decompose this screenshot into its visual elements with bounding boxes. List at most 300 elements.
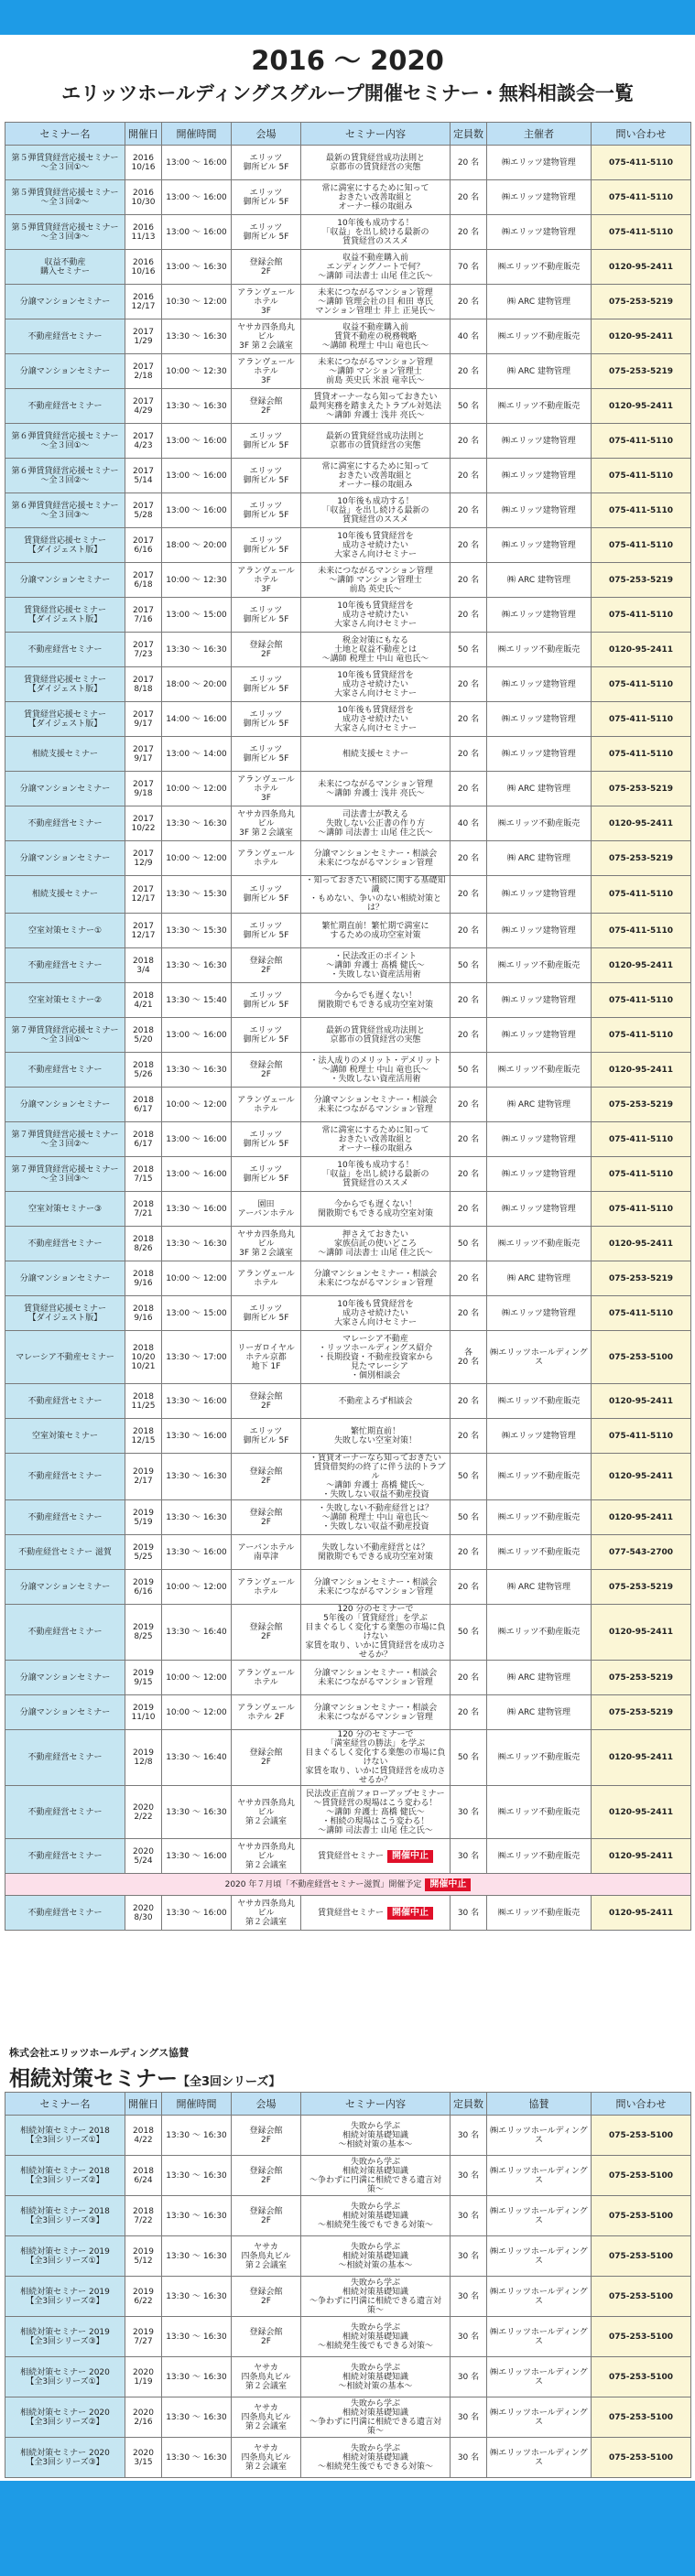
column-header: 問い合わせ xyxy=(592,2093,691,2116)
org-text: ㈱エリッツ不動産販売 xyxy=(497,1512,581,1522)
tel-text: 075-253-5100 xyxy=(608,1352,674,1362)
table-row xyxy=(5,146,691,180)
time-text: 18:00 〜 20:00 xyxy=(166,679,227,689)
cell-content xyxy=(301,2357,451,2397)
cell-tel xyxy=(592,702,691,737)
tel-text: 0120-95-2411 xyxy=(608,331,674,341)
cancelled-badge: 開催中止 xyxy=(387,1907,433,1920)
table-row xyxy=(5,1695,691,1730)
org-text: ㈱エリッツ建物管理 xyxy=(502,714,576,724)
tel-text: 075-411-5110 xyxy=(608,157,674,168)
venue-text: アランヴェール ホテル xyxy=(237,1095,295,1114)
cell-name xyxy=(5,2397,125,2438)
cap-text: 50 名 xyxy=(457,1628,480,1637)
cell-org xyxy=(487,1296,592,1331)
table-row xyxy=(5,493,691,528)
date-text: 2016 10/16 xyxy=(131,153,156,172)
cap-text: 20 名 xyxy=(457,853,480,863)
cell-cap xyxy=(451,1419,487,1454)
cell-org xyxy=(487,1419,592,1454)
cell-name xyxy=(5,180,125,215)
cell-name xyxy=(5,2196,125,2236)
venue-text: エリッツ 御所ビル 5F xyxy=(243,744,289,763)
time-text: 13:00 〜 15:00 xyxy=(166,1308,227,1318)
org-text: ㈱ ARC 建物管理 xyxy=(507,1273,570,1283)
cell-cap xyxy=(451,1786,487,1839)
content-text: 分譲マンションセミナー・相談会 未来につながるマンション管理 xyxy=(313,849,438,868)
cell-name xyxy=(5,1661,125,1695)
date-text: 2017 12/9 xyxy=(133,849,154,868)
tel-text: 0120-95-2411 xyxy=(608,1628,674,1637)
date-text: 2020 1/19 xyxy=(133,2367,154,2387)
cell-content xyxy=(301,354,451,389)
cell-tel xyxy=(592,983,691,1018)
cell-date xyxy=(125,841,162,876)
tel-text: 075-253-5219 xyxy=(608,1273,674,1283)
cap-text: 20 名 xyxy=(457,1547,480,1557)
table-row xyxy=(5,1227,691,1261)
content-text: ・知っておきたい相続に関する基礎知識 ・もめない、争いのない相続対策とは？ xyxy=(305,876,446,913)
name-text: 不動産経営セミナー xyxy=(27,331,103,341)
time-text: 13:30 〜 15:30 xyxy=(166,890,227,899)
cell-venue xyxy=(232,389,301,424)
cell-content xyxy=(301,285,451,319)
cell-venue xyxy=(232,1839,301,1874)
cell-name xyxy=(5,737,125,772)
cell-tel xyxy=(592,528,691,563)
cell-name xyxy=(5,806,125,841)
org-text: ㈱エリッツホールディングス xyxy=(490,2408,588,2427)
content-text: 賃貸オーナーなら知っておきたい 最判実務を踏まえたトラブル対処法 〜講師 弁護士 浅井 亮氏〜 xyxy=(309,392,441,420)
cell-name xyxy=(5,1384,125,1419)
venue-text: 登録会館 2F xyxy=(249,396,283,416)
table-row xyxy=(5,772,691,806)
cell-content xyxy=(301,1454,451,1500)
cell-time xyxy=(162,285,232,319)
table-row xyxy=(5,633,691,667)
cell-org xyxy=(487,1570,592,1605)
cell-date xyxy=(125,250,162,285)
cap-text: 30 名 xyxy=(457,1807,480,1817)
column-header: 開催日 xyxy=(125,123,162,146)
cell-venue xyxy=(232,1454,301,1500)
tel-text: 075-253-5219 xyxy=(608,366,674,376)
cell-cap xyxy=(451,1261,487,1296)
table-header-row xyxy=(5,2093,691,2116)
cap-text: 20 名 xyxy=(457,297,480,307)
table-row xyxy=(5,1122,691,1157)
cell-venue xyxy=(232,1661,301,1695)
cell-content xyxy=(301,1839,451,1874)
date-text: 2019 5/12 xyxy=(133,2246,154,2266)
name-text: マレーシア不動産セミナー xyxy=(16,1352,114,1362)
venue-text: エリッツ 御所ビル 5F xyxy=(243,501,289,520)
inheritance-seminar-table xyxy=(5,2092,691,2478)
cell-name xyxy=(5,1730,125,1786)
date-text: 2018 5/26 xyxy=(133,1060,154,1079)
cap-text: 20 名 xyxy=(457,925,480,936)
cell-name xyxy=(5,2156,125,2196)
cell-org xyxy=(487,737,592,772)
content-text: 押さえておきたい 家族信託の使いどころ 〜講師 司法書士 山尾 佳之氏〜 xyxy=(318,1229,433,1258)
cell-content xyxy=(301,841,451,876)
cell-tel xyxy=(592,1730,691,1786)
name-text: 第５弾賃貸経営応援セミナー 〜全３回①〜 xyxy=(11,153,119,172)
cell-cap xyxy=(451,1535,487,1570)
name-text: 相続対策セミナー 2018 【全3回シリーズ②】 xyxy=(20,2166,110,2185)
cap-text: 20 名 xyxy=(457,679,480,689)
column-header: 定員数 xyxy=(451,2093,487,2116)
venue-text: 登録会館 2F xyxy=(249,2206,283,2225)
cell-org xyxy=(487,948,592,983)
time-text: 13:00 〜 16:00 xyxy=(166,471,227,481)
cell-time xyxy=(162,1192,232,1227)
org-text: ㈱ ARC 建物管理 xyxy=(507,297,570,307)
cell-venue xyxy=(232,2317,301,2357)
cell-name xyxy=(5,667,125,702)
cell-venue xyxy=(232,983,301,1018)
cell-name xyxy=(5,598,125,633)
name-text: 分譲マンションセミナー xyxy=(19,1672,111,1683)
name-text: 第５弾賃貸経営応援セミナー 〜全３回③〜 xyxy=(11,222,119,242)
cell-venue xyxy=(232,1730,301,1786)
cell-venue xyxy=(232,737,301,772)
tel-text: 075-253-5100 xyxy=(608,2372,674,2382)
cell-cap xyxy=(451,285,487,319)
column-header: 協賛 xyxy=(487,2093,592,2116)
cell-org xyxy=(487,806,592,841)
cell-name xyxy=(5,1053,125,1088)
name-text: 賃貸経営応援セミナー 【ダイジェスト版】 xyxy=(23,709,106,729)
cell-org xyxy=(487,1088,592,1122)
cell-date xyxy=(125,667,162,702)
content-text: 失敗から学ぶ 相続対策基礎知識 〜相続発生後でもできる対策〜 xyxy=(317,2443,433,2472)
table-row xyxy=(5,2196,691,2236)
cell-time xyxy=(162,1331,232,1384)
tel-text: 075-253-5219 xyxy=(608,297,674,307)
cell-content xyxy=(301,2397,451,2438)
org-text: ㈱エリッツ建物管理 xyxy=(502,679,576,689)
cell-content xyxy=(301,1157,451,1192)
cell-time xyxy=(162,1296,232,1331)
cell-org xyxy=(487,459,592,493)
cell-content xyxy=(301,983,451,1018)
cell-date xyxy=(125,948,162,983)
cell-content xyxy=(301,948,451,983)
cell-content xyxy=(301,1227,451,1261)
cell-content xyxy=(301,1261,451,1296)
time-text: 13:30 〜 16:00 xyxy=(166,1204,227,1214)
tel-text: 0120-95-2411 xyxy=(608,262,674,272)
cell-cap xyxy=(451,1122,487,1157)
table-row xyxy=(5,1896,691,1931)
cap-text: 20 名 xyxy=(457,192,480,202)
table-row xyxy=(5,1661,691,1695)
cell-org xyxy=(487,389,592,424)
tel-text: 0120-95-2411 xyxy=(608,1807,674,1817)
cell-org xyxy=(487,1122,592,1157)
cell-date xyxy=(125,1384,162,1419)
cell-tel xyxy=(592,250,691,285)
cell-date xyxy=(125,2116,162,2156)
cell-tel xyxy=(592,1605,691,1661)
cap-text: 50 名 xyxy=(457,960,480,970)
content-text: 分譲マンションセミナー・相談会 未来につながるマンション管理 xyxy=(313,1095,438,1114)
column-header: 開催日 xyxy=(125,2093,162,2116)
time-text: 10:00 〜 12:00 xyxy=(166,1707,227,1717)
cell-cap xyxy=(451,1730,487,1786)
cell-time xyxy=(162,1454,232,1500)
table-row xyxy=(5,1419,691,1454)
cell-name xyxy=(5,1192,125,1227)
cell-time xyxy=(162,1605,232,1661)
name-text: 不動産経営セミナー xyxy=(27,1396,103,1406)
cap-text: 30 名 xyxy=(457,2332,480,2342)
name-text: 第６弾賃貸経営応援セミナー 〜全３回③〜 xyxy=(11,501,119,520)
cell-tel xyxy=(592,1261,691,1296)
date-text: 2019 5/25 xyxy=(133,1542,154,1562)
cell-org xyxy=(487,1227,592,1261)
cell-name xyxy=(5,2317,125,2357)
cell-tel xyxy=(592,1661,691,1695)
cell-org xyxy=(487,914,592,948)
cell-cap xyxy=(451,2397,487,2438)
content-text: 10年後も賃貸経営を 成功させ続けたい 大家さん向けセミナー xyxy=(333,705,417,733)
content-text: 10年後も成功する！ 「収益」を出し続ける最新の 賃貸経営のススメ xyxy=(321,1160,429,1188)
content-text: 分譲マンションセミナー・相談会 未来につながるマンション管理 xyxy=(313,1577,438,1596)
date-text: 2017 9/17 xyxy=(133,744,154,763)
cell-cap xyxy=(451,983,487,1018)
cell-cap xyxy=(451,2156,487,2196)
time-text: 10:00 〜 12:30 xyxy=(166,366,227,376)
venue-text: エリッツ 御所ビル 5F xyxy=(243,709,289,729)
cell-content xyxy=(301,1661,451,1695)
cell-org xyxy=(487,2116,592,2156)
org-text: ㈱エリッツ不動産販売 xyxy=(497,1851,581,1861)
tel-text: 0120-95-2411 xyxy=(608,960,674,970)
cell-time xyxy=(162,2277,232,2317)
org-text: ㈱エリッツホールディングス xyxy=(490,2126,588,2145)
cell-time xyxy=(162,1896,232,1931)
table-row xyxy=(5,876,691,914)
cap-text: 20 名 xyxy=(457,1204,480,1214)
time-text: 13:00 〜 14:00 xyxy=(166,749,227,759)
date-text: 2019 5/19 xyxy=(133,1508,154,1527)
table-row xyxy=(5,841,691,876)
content-text: 収益不動産購入前 賃貸不動産の税務戦略 〜講師 税理士 中山 竜也氏〜 xyxy=(321,322,429,351)
cap-text: 20 名 xyxy=(457,1030,480,1040)
venue-text: ヤサカ四条鳥丸ビル 3F 第２会議室 xyxy=(237,322,295,351)
tel-text: 075-411-5110 xyxy=(608,610,674,620)
venue-text: アランヴェール ホテル xyxy=(237,1668,295,1687)
cap-text: 20 名 xyxy=(457,1308,480,1318)
cell-time xyxy=(162,1730,232,1786)
tel-text: 075-411-5110 xyxy=(608,925,674,936)
date-text: 2017 7/16 xyxy=(133,605,154,624)
time-text: 13:00 〜 15:00 xyxy=(166,610,227,620)
tel-text: 075-411-5110 xyxy=(608,1030,674,1040)
cap-text: 20 名 xyxy=(457,157,480,168)
content-text: 10年後も成功する！ 「収益」を出し続ける最新の 賃貸経営のススメ xyxy=(321,218,429,246)
cell-venue xyxy=(232,180,301,215)
cap-text: 50 名 xyxy=(457,1239,480,1249)
table-row xyxy=(5,1570,691,1605)
tel-text: 0120-95-2411 xyxy=(608,401,674,411)
tel-text: 0120-95-2411 xyxy=(608,1239,674,1249)
org-text: ㈱エリッツ不動産販売 xyxy=(497,1065,581,1075)
table-row xyxy=(5,1053,691,1088)
table-row xyxy=(5,1874,691,1896)
cell-tel xyxy=(592,285,691,319)
cell-date xyxy=(125,1605,162,1661)
name-text: 不動産経営セミナー xyxy=(27,1472,103,1481)
cap-text: 50 名 xyxy=(457,401,480,411)
cell-content xyxy=(301,250,451,285)
time-text: 13:30 〜 16:00 xyxy=(166,1851,227,1861)
cell-content xyxy=(301,737,451,772)
tel-text: 075-253-5100 xyxy=(608,2291,674,2301)
time-text: 13:30 〜 16:00 xyxy=(166,1431,227,1441)
cell-cap xyxy=(451,354,487,389)
org-text: ㈱エリッツ不動産販売 xyxy=(497,644,581,655)
cell-date xyxy=(125,876,162,914)
cell-venue xyxy=(232,1605,301,1661)
cancelled-badge: 開催中止 xyxy=(425,1878,471,1891)
cap-text: 50 名 xyxy=(457,1753,480,1762)
cell-content xyxy=(301,876,451,914)
cell-date xyxy=(125,146,162,180)
tel-text: 075-411-5110 xyxy=(608,436,674,446)
venue-text: エリッツ 御所ビル 5F xyxy=(243,885,289,904)
date-text: 2017 2/18 xyxy=(133,362,154,381)
venue-text: 登録会館 2F xyxy=(249,1508,283,1527)
cell-tel xyxy=(592,1896,691,1931)
cell-cap xyxy=(451,806,487,841)
table-row xyxy=(5,2357,691,2397)
venue-text: エリッツ 御所ビル 5F xyxy=(243,921,289,940)
date-text: 2018 3/4 xyxy=(133,956,154,975)
tel-text: 075-253-5219 xyxy=(608,1672,674,1683)
venue-text: エリッツ 御所ビル 5F xyxy=(243,1426,289,1445)
column-header: セミナー内容 xyxy=(301,2093,451,2116)
name-text: 分譲マンションセミナー xyxy=(19,366,111,376)
cell-date xyxy=(125,983,162,1018)
cell-time xyxy=(162,702,232,737)
name-text: 不動産経営セミナー xyxy=(27,1065,103,1075)
org-text: ㈱エリッツ不動産販売 xyxy=(497,1908,581,1918)
cap-text: 20 名 xyxy=(457,1431,480,1441)
table-row xyxy=(5,250,691,285)
table-row xyxy=(5,319,691,354)
cell-venue xyxy=(232,633,301,667)
cell-name xyxy=(5,319,125,354)
cell-venue xyxy=(232,2116,301,2156)
name-text: 相続対策セミナー 2018 【全3回シリーズ①】 xyxy=(20,2126,110,2145)
cell-content xyxy=(301,2116,451,2156)
cell-name xyxy=(5,1570,125,1605)
tel-text: 075-253-5219 xyxy=(608,1582,674,1592)
venue-text: アランヴェール ホテル 3F xyxy=(237,566,295,594)
cell-cap xyxy=(451,1018,487,1053)
column-header: 会場 xyxy=(232,123,301,146)
cell-time xyxy=(162,841,232,876)
cell-venue xyxy=(232,2438,301,2478)
time-text: 14:00 〜 16:00 xyxy=(166,714,227,724)
cell-cap xyxy=(451,1839,487,1874)
org-text: ㈱ ARC 建物管理 xyxy=(507,853,570,863)
cell-cap xyxy=(451,667,487,702)
cell-date xyxy=(125,2277,162,2317)
cell-content xyxy=(301,389,451,424)
cell-tel xyxy=(592,806,691,841)
cell-date xyxy=(125,1570,162,1605)
cell-date xyxy=(125,1296,162,1331)
cell-name xyxy=(5,1419,125,1454)
date-text: 2019 6/16 xyxy=(133,1577,154,1596)
time-text: 13:00 〜 16:30 xyxy=(166,262,227,272)
cell-time xyxy=(162,1839,232,1874)
cell-content xyxy=(301,1296,451,1331)
cell-tel xyxy=(592,914,691,948)
org-text: ㈱エリッツ建物管理 xyxy=(502,227,576,237)
column-header: 開催時間 xyxy=(162,2093,232,2116)
cell-time xyxy=(162,806,232,841)
table-row xyxy=(5,737,691,772)
content-text: 常に満室にするために知って おきたい改善取組と オーナー様の取組み xyxy=(321,183,429,211)
cell-tel xyxy=(592,2236,691,2277)
cell-org xyxy=(487,1695,592,1730)
cell-content xyxy=(301,1570,451,1605)
name-text: 不動産経営セミナー xyxy=(27,960,103,970)
cap-text: 50 名 xyxy=(457,1512,480,1522)
date-text: 2017 7/23 xyxy=(133,640,154,659)
cell-cap xyxy=(451,598,487,633)
cell-tel xyxy=(592,2317,691,2357)
name-text: 空室対策セミナー③ xyxy=(27,1204,103,1214)
name-text: 分譲マンションセミナー xyxy=(19,1099,111,1109)
cap-text: 20 名 xyxy=(457,1582,480,1592)
time-text: 13:00 〜 16:00 xyxy=(166,1030,227,1040)
cell-time xyxy=(162,1384,232,1419)
date-text: 2017 1/29 xyxy=(133,327,154,346)
content-text: 失敗しない不動産経営とは？ 閑散期でもできる成功空室対策 xyxy=(317,1542,433,1562)
bottom-band xyxy=(0,2481,695,2576)
cell-cap xyxy=(451,1695,487,1730)
venue-text: 登録会館 2F xyxy=(249,1060,283,1079)
org-text: ㈱エリッツ建物管理 xyxy=(502,1204,576,1214)
cell-content xyxy=(301,528,451,563)
name-text: 分譲マンションセミナー xyxy=(19,1707,111,1717)
venue-text: ヤサカ四条鳥丸ビル 3F 第２会議室 xyxy=(237,809,295,838)
content-text: 未来につながるマンション管理 〜講師 マンション管理士 前島 英史氏 米浪 竜幸氏〜 xyxy=(318,357,433,385)
cell-cap xyxy=(451,876,487,914)
time-text: 13:00 〜 16:00 xyxy=(166,227,227,237)
venue-text: ヤサカ 四条鳥丸ビル 第２会議室 xyxy=(241,2403,291,2431)
section2-subtitle: 【全3回シリーズ】 xyxy=(178,2075,281,2089)
content-text: 繁忙期直前！ 失敗しない空室対策！ xyxy=(333,1426,417,1445)
name-text: 空室対策セミナー xyxy=(31,1431,98,1441)
content-text: ・法人成りのメリット・デメリット 〜講師 税理士 中山 竜也氏〜 ・失敗しない資産活用術 xyxy=(309,1055,441,1084)
date-text: 2018 4/22 xyxy=(133,2126,154,2145)
content-text: 失敗から学ぶ 相続対策基礎知識 〜相続発生後でもできる対策〜 xyxy=(317,2322,433,2351)
cell-name xyxy=(5,702,125,737)
time-text: 10:00 〜 12:00 xyxy=(166,1582,227,1592)
tel-text: 075-253-5100 xyxy=(608,2452,674,2462)
cell-date xyxy=(125,493,162,528)
date-text: 2016 10/30 xyxy=(131,188,156,207)
time-text: 13:30 〜 16:00 xyxy=(166,1396,227,1406)
cell-org xyxy=(487,354,592,389)
